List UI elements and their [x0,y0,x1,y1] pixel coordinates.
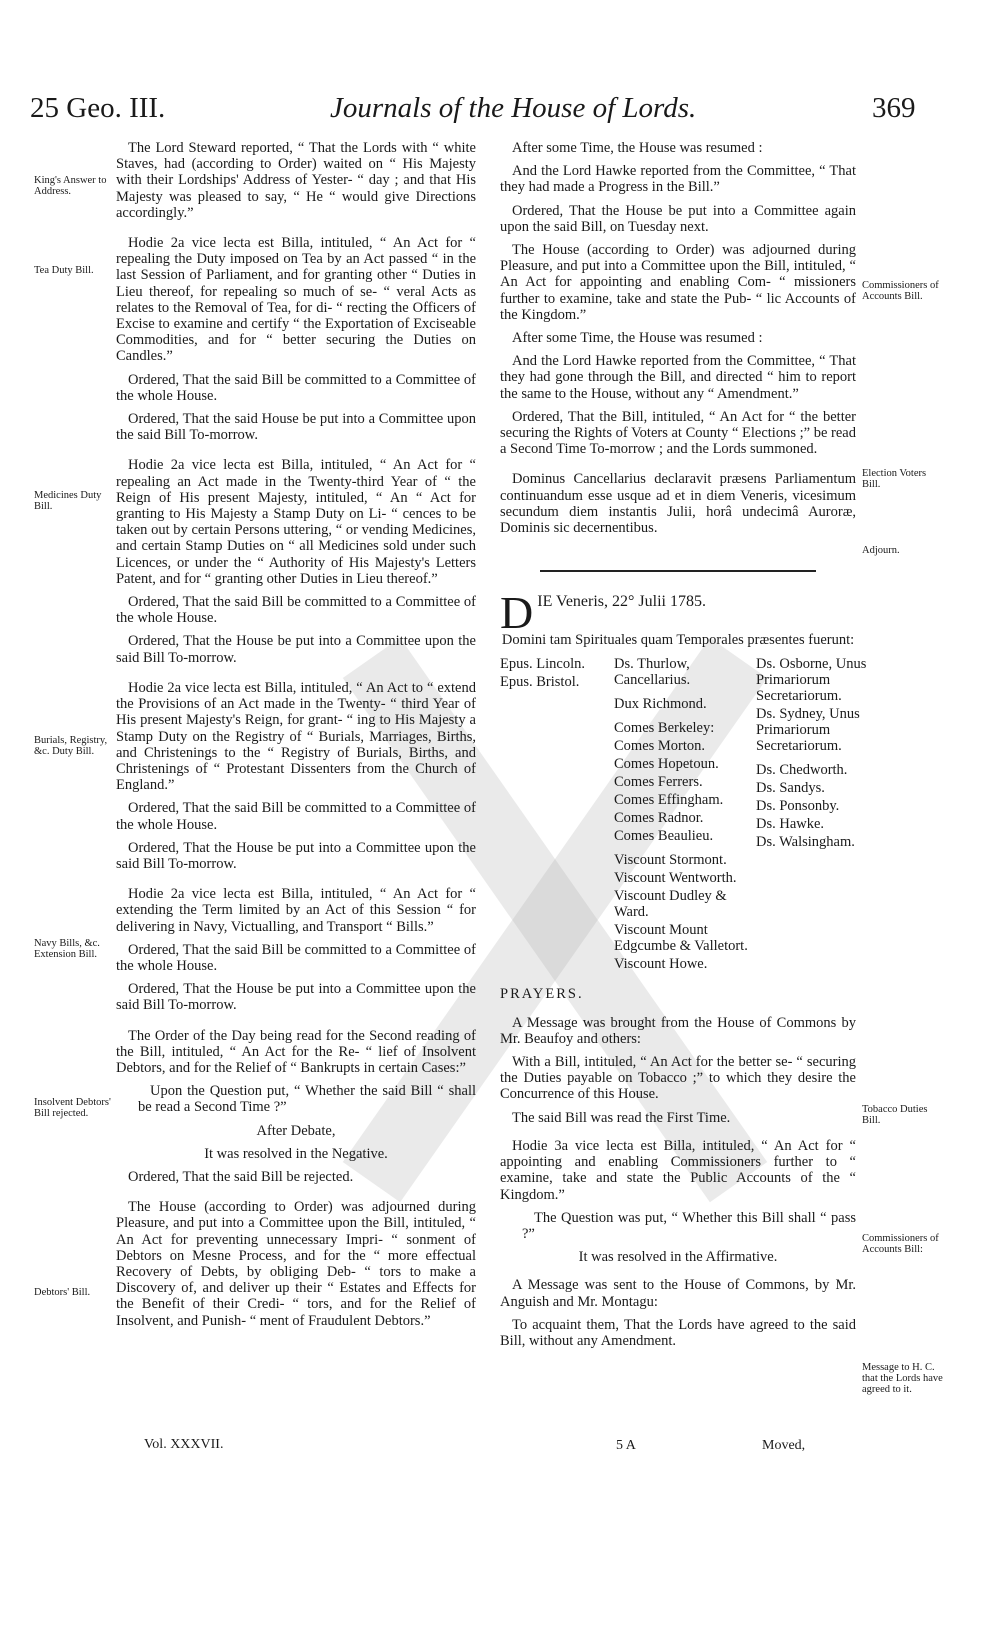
attendee: Ds. Walsingham. [756,834,855,851]
right-column [500,140,867,1356]
header-regnal-year: 25 Geo. III. [30,92,166,124]
attendee: Comes Hopetoun. [614,756,719,773]
paragraph: The Question was put, “ Whether this Bill shall “ pass ?” [522,1209,856,1242]
attendee: Comes Radnor. [614,810,704,827]
paragraph: Ordered, That the said Bill be committed to a Committee of the whole House. [116,594,476,627]
margin-note: Commissioners of Accounts Bill. [862,280,939,302]
paragraph: Hodie 2a vice lecta est Billa, intituled, “ An Act for “ repealing an Act made in the Twenty-third Year of “ the Reign of His present Majesty, intituled, “ An “ Act for granting to His Majesty a Stamp Duty on Li- “ cences to be taken out by certain Persons uttering, “ or vending Medicines, and certain Stamp Duties on “ all Medicines sold under such Licences, or under the “ Authority of His Majesty's Letters Patent, and for “ granting other Duties in Lieu thereof.” [116,457,476,587]
drop-cap: D [500,587,534,639]
paragraph: And the Lord Hawke reported from the Committee, “ That they had gone through the Bill, and directed “ him to report the same to the House, without any “ Amendment.” [500,353,856,402]
paragraph: Ordered, That the said Bill be rejected. [128,1168,354,1185]
attendee: Comes Morton. [614,738,706,755]
margin-note: Commissioners of Accounts Bill: [862,1233,939,1255]
paragraph: Ordered, That the House be put into a Committee again upon the said Bill, on Tuesday next. [500,202,856,235]
paragraph: Hodie 2a vice lecta est Billa, intituled, “ An Act for “ extending the Term limited by an Act of this Session “ for delivering in Navy, Victualling, and Transport “ Bills.” [116,886,476,935]
paragraph: Ordered, That the Bill, intituled, “ An Act for “ the better securing the Rights of Voters at County “ Elections ;” be read a Second Time To-morrow ; and the Lords summoned. [500,408,856,458]
paragraph: It was resolved in the Affirmative. [578,1249,778,1266]
attendee: Ds. Sydney, Unus Primariorum Secretariorum. [756,706,860,755]
attendee: Epus. Lincoln. [500,656,585,673]
paragraph: The Lord Steward reported, “ That the Lords with “ white Staves, had (according to Order) waited on “ His Majesty with their Lordships' Address of Yester- “ day ; and that His Majesty was pleased to say, “ He “ would give Directions accordingly.” [116,140,476,221]
attendee: Viscount Wentworth. [614,870,737,887]
paragraph: Ordered, That the House be put into a Committee upon the said Bill To-morrow. [116,633,476,666]
attendee: Epus. Bristol. [500,674,580,691]
attendee: Ds. Sandys. [756,780,825,797]
paragraph: To acquaint them, That the Lords have agreed to the said Bill, without any Amendment. [500,1316,856,1349]
attendance-column-bishops [500,656,600,692]
attendee: Comes Ferrers. [614,774,703,791]
paragraph: Hodie 2a vice lecta est Billa, intituled, “ An Act for “ repealing the Duty imposed on Tea by an Act passed “ in the last Session of Parliament, and for granting other “ Duties in Lieu thereof, for repealing so much of se- “ veral Acts as relates to the Removal of Tea, for di- “ recting the Officers of Excise to examine and certify “ the Exportation of Exciseable Commodities, and for “ better securing the Duties on Candles.” [116,235,476,365]
paragraph: Ordered, That the House be put into a Committee upon the said Bill To-morrow. [116,981,476,1014]
attendee: Comes Berkeley: [614,720,715,737]
margin-note: Burials, Registry, &c. Duty Bill. [34,735,108,757]
paragraph: A Message was brought from the House of Commons by Mr. Beaufoy and others: [500,1014,856,1047]
attendee: Dux Richmond. [614,696,707,713]
catchword: Moved, [762,1438,806,1453]
paragraph: And the Lord Hawke reported from the Committee, “ That they had made a Progress in the Bill.” [500,163,856,196]
attendee: Viscount Stormont. [614,852,727,869]
paragraph: After some Time, the House was resumed : [512,140,763,156]
prayers-heading: PRAYERS. [500,986,584,1003]
paragraph: After some Time, the House was resumed : [512,330,763,347]
paragraph: With a Bill, intituled, “ An Act for the better se- “ securing the Duties payable on Tobacco ;” to which they desire the Concurrence of this House. [500,1054,856,1103]
paragraph: Ordered, That the said House be put into a Committee upon the said Bill To-morrow. [116,411,476,444]
attendance-intro: Domini tam Spirituales quam Temporales præsentes fuerunt: [501,632,855,649]
page-number: 369 [872,92,916,124]
margin-note: Message to H. C. that the Lords have agreed to it. [862,1362,943,1395]
paragraph: It was resolved in the Negative. [204,1145,388,1162]
attendance-column-peers [614,656,754,974]
attendee: Ds. Hawke. [756,816,825,833]
running-header [0,92,992,136]
margin-note: King's Answer to Address. [34,175,107,197]
volume-footer: Vol. XXXVII. [144,1437,224,1452]
header-title: Journals of the House of Lords. [330,92,697,124]
paragraph: Hodie 2a vice lecta est Billa, intituled, “ An Act to “ extend the Provisions of an Act made in the Twenty- “ third Year of His present Majesty's Reign, for grant- “ ing to His Majesty a Stamp Duty on the Registry of “ Burials, Marriages, Births, and Christenings to the “ Registry of Burials, Births, and Christenings of “ Protestant Dissenters from the Church of England.” [116,679,476,794]
margin-note: Debtors' Bill. [34,1287,91,1298]
margin-note: Insolvent Debtors' Bill rejected. [34,1097,111,1119]
paragraph: The House (according to Order) was adjourned during Pleasure, and put into a Committee upon the Bill, intituled, “ An Act for preventing unnecessary Impri- “ sonment of Debtors on Mesne Process, and for the “ more effectual Recovery of Debts, by obliging Deb- “ tors to make a Discovery of, and deliver up their “ Estates and Effects for the Benefit of their Credi- “ tors, and for the Relief of Insolvent, and Punish- “ ment of Fraudulent Debtors.” [116,1199,476,1329]
paragraph: The Order of the Day being read for the Second reading of the Bill, intituled, “ An Act for the Re- “ lief of Insolvent Debtors, and for the Relief of “ Bankrupts in certain Cases:” [116,1027,476,1076]
margin-note: Adjourn. [862,545,900,556]
section-rule [540,570,816,572]
attendance-column-lords [756,656,886,852]
paragraph: After Debate, [256,1122,336,1139]
margin-note: Tobacco Duties Bill. [862,1104,928,1126]
attendee: Comes Beaulieu. [614,828,714,845]
paragraph: Ordered, That the said Bill be committed to a Committee of the whole House. [116,941,476,974]
attendance-list [500,656,867,982]
attendee: Comes Effingham. [614,792,724,809]
margin-note: Navy Bills, &c. Extension Bill. [34,938,100,960]
attendee: Viscount Dudley & Ward. [614,888,727,921]
paragraph: Upon the Question put, “ Whether the said Bill “ shall be read a Second Time ?” [138,1083,476,1116]
margin-note: Tea Duty Bill. [34,265,94,276]
margin-note: Election Voters Bill. [862,468,927,490]
attendee: Ds. Osborne, Unus Primariorum Secretariorum. [756,656,867,705]
paragraph: The House (according to Order) was adjourned during Pleasure, and put into a Committee upon the Bill, intituled, “ An Act for appointing and enabling Com- “ missioners further to examine, take and state the Pub- “ lic Accounts of the Kingdom.” [500,242,856,323]
signature-mark: 5 A [616,1438,636,1453]
paragraph: Ordered, That the said Bill be committed to a Committee of the whole House. [116,800,476,833]
attendee: Ds. Chedworth. [756,762,848,779]
day-heading-text: IE Veneris, 22° Julii 1785. [537,593,706,611]
left-column [116,140,476,1336]
attendee: Ds. Ponsonby. [756,798,840,815]
day-heading [500,587,856,639]
attendee: Ds. Thurlow, Cancellarius. [614,656,691,689]
margin-note: Medicines Duty Bill. [34,490,102,512]
attendee: Viscount Mount Edgcumbe & Valletort. [614,922,748,955]
paragraph: Ordered, That the House be put into a Committee upon the said Bill To-morrow. [116,839,476,872]
attendee: Viscount Howe. [614,956,708,973]
paragraph: The said Bill was read the First Time. [512,1109,731,1126]
paragraph: Hodie 3a vice lecta est Billa, intituled, “ An Act for “ appointing and enabling Commissioners further to “ examine, take and state the Public Accounts of the “ Kingdom.” [500,1137,856,1203]
paragraph: Dominus Cancellarius declaravit præsens Parliamentum continuandum esse usque ad et in diem Veneris, vicesimum secundum diem instantis Julii, horâ undecimâ Auroræ, Dominis sic decernentibus. [500,471,856,537]
paragraph: Ordered, That the said Bill be committed to a Committee of the whole House. [116,371,476,404]
paragraph: A Message was sent to the House of Commons, by Mr. Anguish and Mr. Montagu: [500,1277,856,1310]
